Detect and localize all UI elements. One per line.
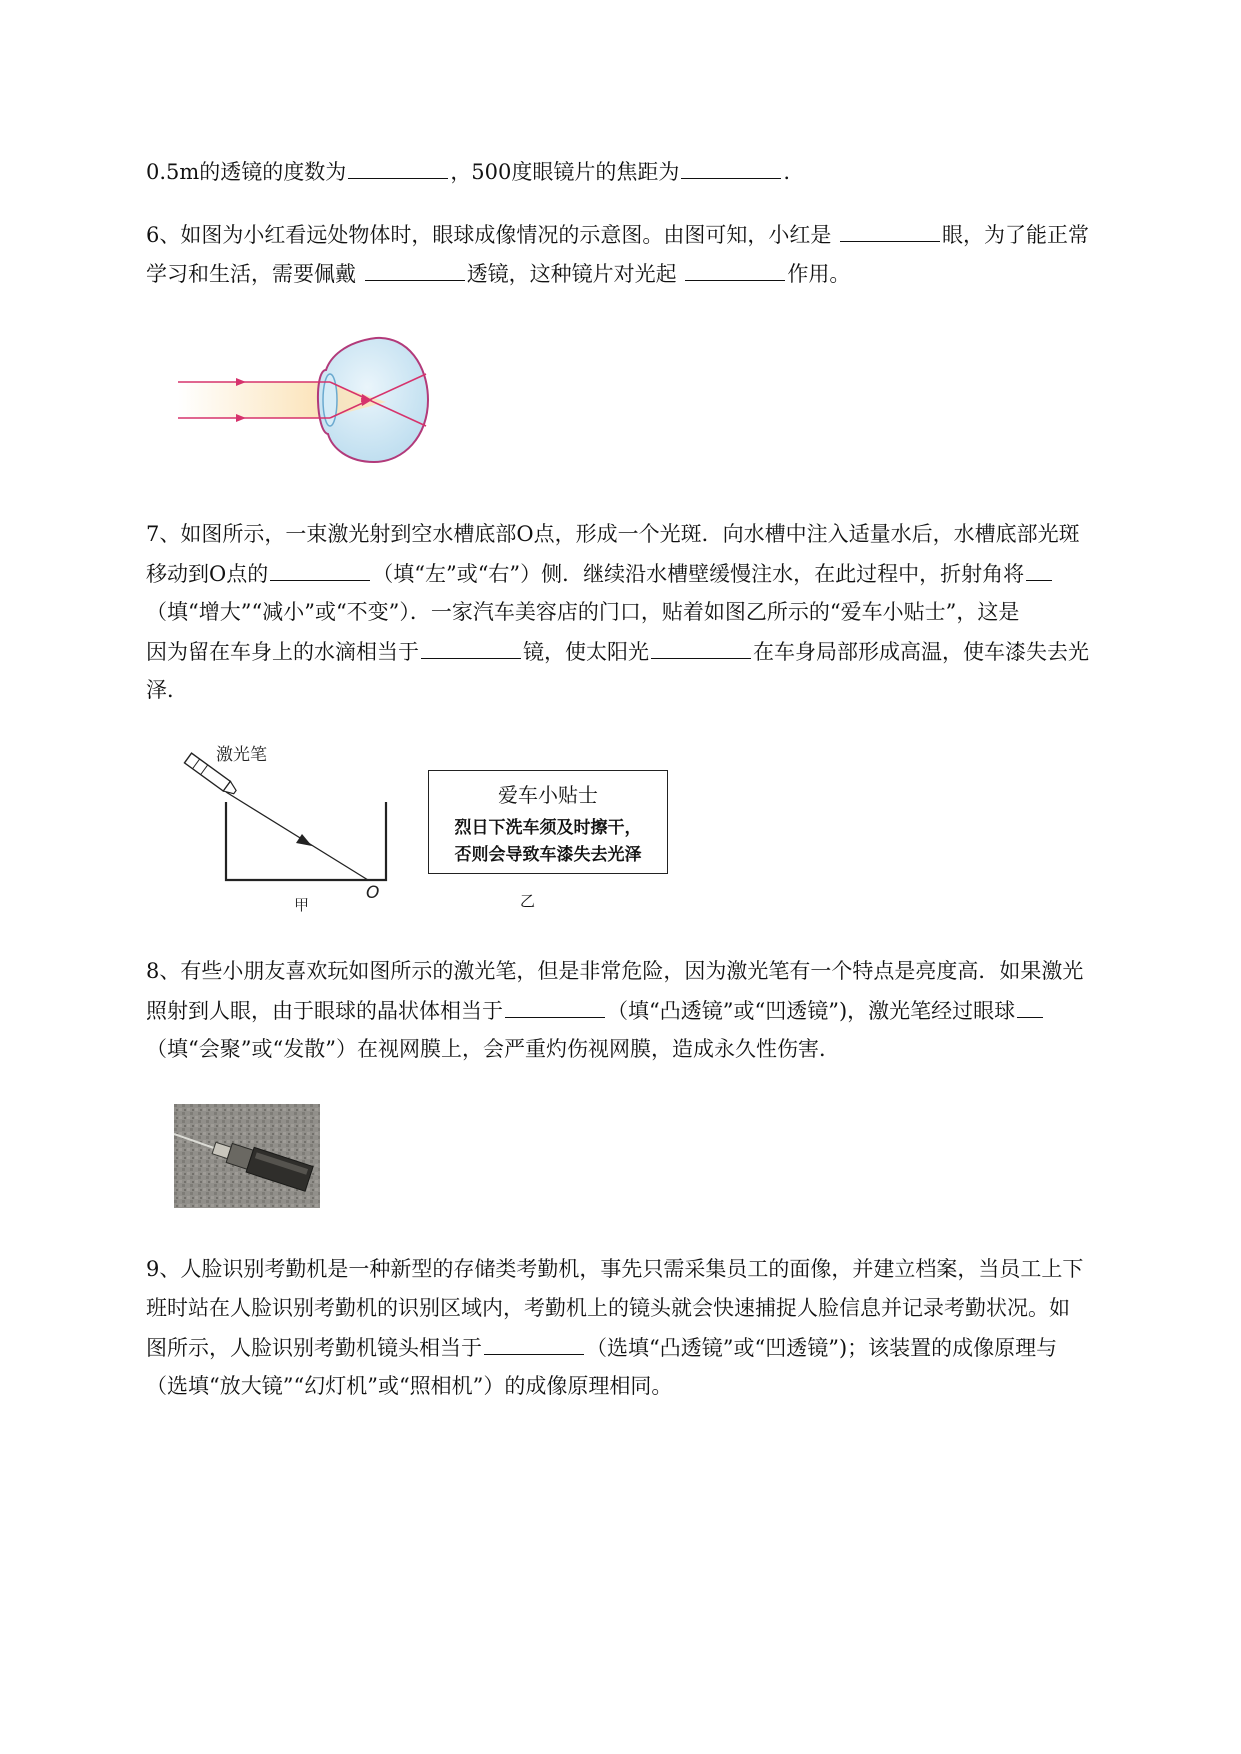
q7-blank-3[interactable]	[421, 636, 521, 659]
car-tip-box	[428, 770, 668, 874]
q7-text-2b: （填“左”或“右”）侧．继续沿水槽壁缓慢注水，在此过程中，折射角将	[372, 562, 1025, 586]
q8-text-1: 8、有些小朋友喜欢玩如图所示的激光笔，但是非常危险，因为激光笔有一个特点是亮度高．如果激光	[146, 959, 1084, 983]
figure-yi-label: 乙	[520, 892, 536, 910]
q9-line-4	[146, 1371, 1156, 1401]
q5-blank-2[interactable]	[681, 156, 781, 179]
q5-tail-line	[146, 156, 1156, 187]
q6-blank-1[interactable]	[840, 219, 940, 242]
q8-text-2a: 照射到人眼，由于眼球的晶状体相当于	[146, 999, 503, 1023]
q8-blank-2[interactable]	[1017, 995, 1043, 1018]
q9-text-3b: （选填“凸透镜”或“凹透镜”)；该装置的成像原理与	[586, 1336, 1058, 1360]
q5-text-3: .	[783, 160, 791, 184]
q7-text-4b: 镜，使太阳光	[523, 640, 649, 664]
q6-blank-2[interactable]	[365, 258, 465, 281]
q6-text-1b: 眼，为了能正常	[942, 223, 1090, 247]
laser-beam	[226, 792, 368, 880]
q7-text-5: 泽．	[146, 678, 188, 702]
q6-line-2	[146, 258, 1156, 289]
q5-text-1: 0.5m的透镜的度数为	[146, 160, 347, 184]
q9-text-1: 9、人脸识别考勤机是一种新型的存储类考勤机，事先只需采集员工的面像，并建立档案，当员工上下	[146, 1257, 1084, 1281]
q5-text-2: ，500度眼镜片的焦距为	[450, 160, 680, 184]
q6-line-1	[146, 219, 1156, 250]
figure-jia-label: 甲	[294, 896, 310, 914]
q7-line-3	[146, 597, 1156, 627]
q7-line-1	[146, 519, 1156, 549]
q6-text-2b: 透镜，这种镜片对光起	[466, 262, 684, 286]
q9-line-1	[146, 1254, 1156, 1284]
q7-text-4c: 在车身局部形成高温，使车漆失去光	[753, 640, 1089, 664]
q8-text-3: （填“会聚”或“发散”）在视网膜上，会严重灼伤视网膜，造成永久性伤害．	[146, 1037, 840, 1061]
q7-text-1: 7、如图所示，一束激光射到空水槽底部O点，形成一个光斑．向水槽中注入适量水后，水槽底部光斑	[146, 522, 1080, 546]
light-beam	[178, 382, 326, 418]
q6-blank-3[interactable]	[685, 258, 785, 281]
q9-text-2: 班时站在人脸识别考勤机的识别区域内，考勤机上的镜头就会快速捕捉人脸信息并记录考勤状况。如	[146, 1296, 1070, 1320]
q9-line-2	[146, 1293, 1156, 1323]
point-o-label: O	[366, 883, 380, 903]
laser-beam-arrow	[296, 834, 312, 846]
q5-blank-1[interactable]	[348, 156, 448, 179]
q7-text-2a: 移动到O点的	[146, 562, 269, 586]
q8-line-3	[146, 1034, 1156, 1064]
q9-blank-1[interactable]	[484, 1332, 584, 1355]
q7-line-4	[146, 636, 1156, 667]
laser-pen-label: 激光笔	[216, 745, 267, 765]
q8-line-1	[146, 956, 1156, 986]
q8-line-2	[146, 995, 1156, 1026]
laser-tank-figure	[170, 740, 400, 915]
q6-text-2a: 学习和生活，需要佩戴	[146, 262, 363, 286]
q6-text-1a: 6、如图为小红看远处物体时，眼球成像情况的示意图。由图可知，小红是	[146, 223, 839, 247]
q7-text-4a: 因为留在车身上的水滴相当于	[146, 640, 419, 664]
laser-pen-photo	[174, 1104, 320, 1208]
q7-line-2	[146, 558, 1156, 589]
q7-text-3: （填“增大”“减小”或“不变”）．一家汽车美容店的门口，贴着如图乙所示的“爱车小贴士”，这是	[146, 600, 1020, 624]
car-tip-title: 爱车小贴士	[498, 783, 598, 807]
car-tip-line-2: 否则会导致车漆失去光泽	[454, 845, 642, 865]
car-tip-line-1: 烈日下洗车须及时擦干，	[454, 818, 642, 838]
q7-blank-4[interactable]	[651, 636, 751, 659]
q9-line-3	[146, 1332, 1156, 1363]
q8-text-2b: （填“凸透镜”或“凹透镜”)，激光笔经过眼球	[607, 999, 1016, 1023]
eye-diagram	[176, 330, 436, 470]
q7-line-5	[146, 675, 1156, 705]
q7-blank-1[interactable]	[270, 558, 370, 581]
q7-blank-2[interactable]	[1026, 558, 1052, 581]
q8-blank-1[interactable]	[505, 995, 605, 1018]
q6-text-2c: 作用。	[787, 262, 851, 286]
q9-text-4: （选填“放大镜”“幻灯机”或“照相机”）的成像原理相同。	[146, 1374, 673, 1398]
q9-text-3a: 图所示，人脸识别考勤机镜头相当于	[146, 1336, 482, 1360]
